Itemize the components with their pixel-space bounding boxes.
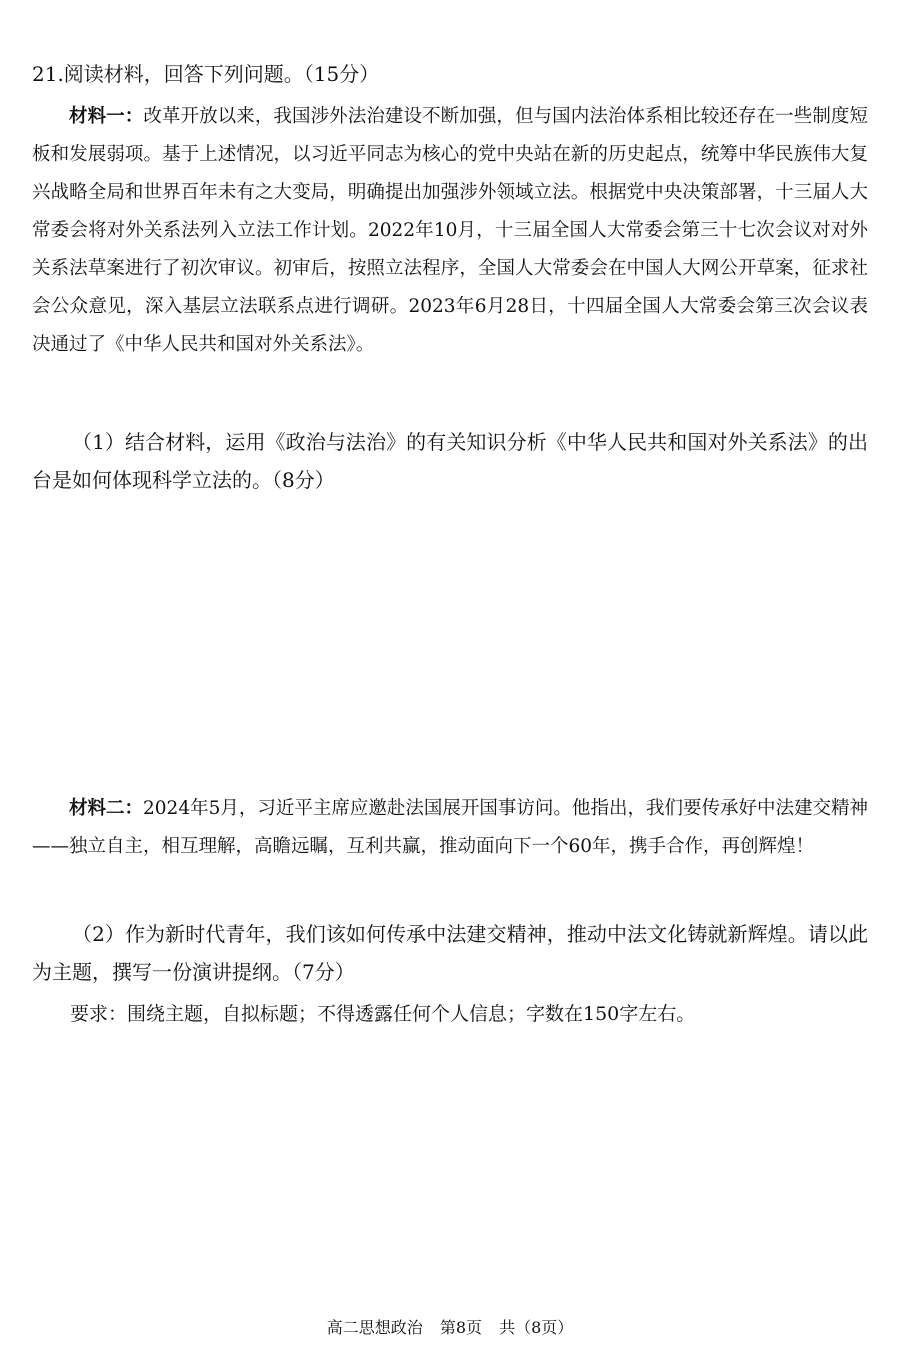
footer-page-number: 第8页 bbox=[439, 1318, 482, 1337]
material-one bbox=[32, 98, 868, 364]
material-one-text: 改革开放以来，我国涉外法治建设不断加强，但与国内法治体系相比较还存在一些制度短板和发展弱项。基于上述情况，以习近平同志为核心的党中央站在新的历史起点，统筹中华民族伟大复兴战略全局和世界百年未有之大变局，明确提出加强涉外领域立法。根据党中央决策部署，十三届人大常委会将对外关系法列入立法工作计划。2022年10月，十三届全国人大常委会第三十七次会议对对外关系法草案进行了初次审议。初审后，按照立法程序，全国人大常委会在中国人大网公开草案，征求社会公众意见，深入基层立法联系点进行调研。2023年6月28日，十四届全国人大常委会第三次会议表决通过了《中华人民共和国对外关系法》。 bbox=[32, 106, 868, 355]
question-title: 21.阅读材料，回答下列问题。（15分） bbox=[32, 62, 380, 86]
page-footer bbox=[0, 1316, 900, 1340]
sub-question-one: （1）结合材料，运用《政治与法治》的有关知识分析《中华人民共和国对外关系法》的出台是如何体现科学立法的。（8分） bbox=[32, 430, 868, 492]
sub-question-two: （2）作为新时代青年，我们该如何传承中法建交精神，推动中法文化铸就新辉煌。请以此为主题，撰写一份演讲提纲。（7分） bbox=[32, 922, 868, 984]
material-two-text: 2024年5月，习近平主席应邀赴法国展开国事访问。他指出，我们要传承好中法建交精神——独立自主，相互理解，高瞻远瞩，互利共赢，推动面向下一个60年，携手合作，再创辉煌！ bbox=[32, 798, 868, 857]
material-one-label: 材料一： bbox=[69, 106, 144, 127]
material-two-label: 材料二： bbox=[69, 798, 144, 819]
writing-requirement: 要求：围绕主题，自拟标题；不得透露任何个人信息；字数在150字左右。 bbox=[70, 1003, 696, 1025]
material-two bbox=[32, 790, 868, 866]
footer-total-pages: 共（8页） bbox=[499, 1318, 574, 1337]
footer-subject: 高二思想政治 bbox=[326, 1318, 423, 1337]
